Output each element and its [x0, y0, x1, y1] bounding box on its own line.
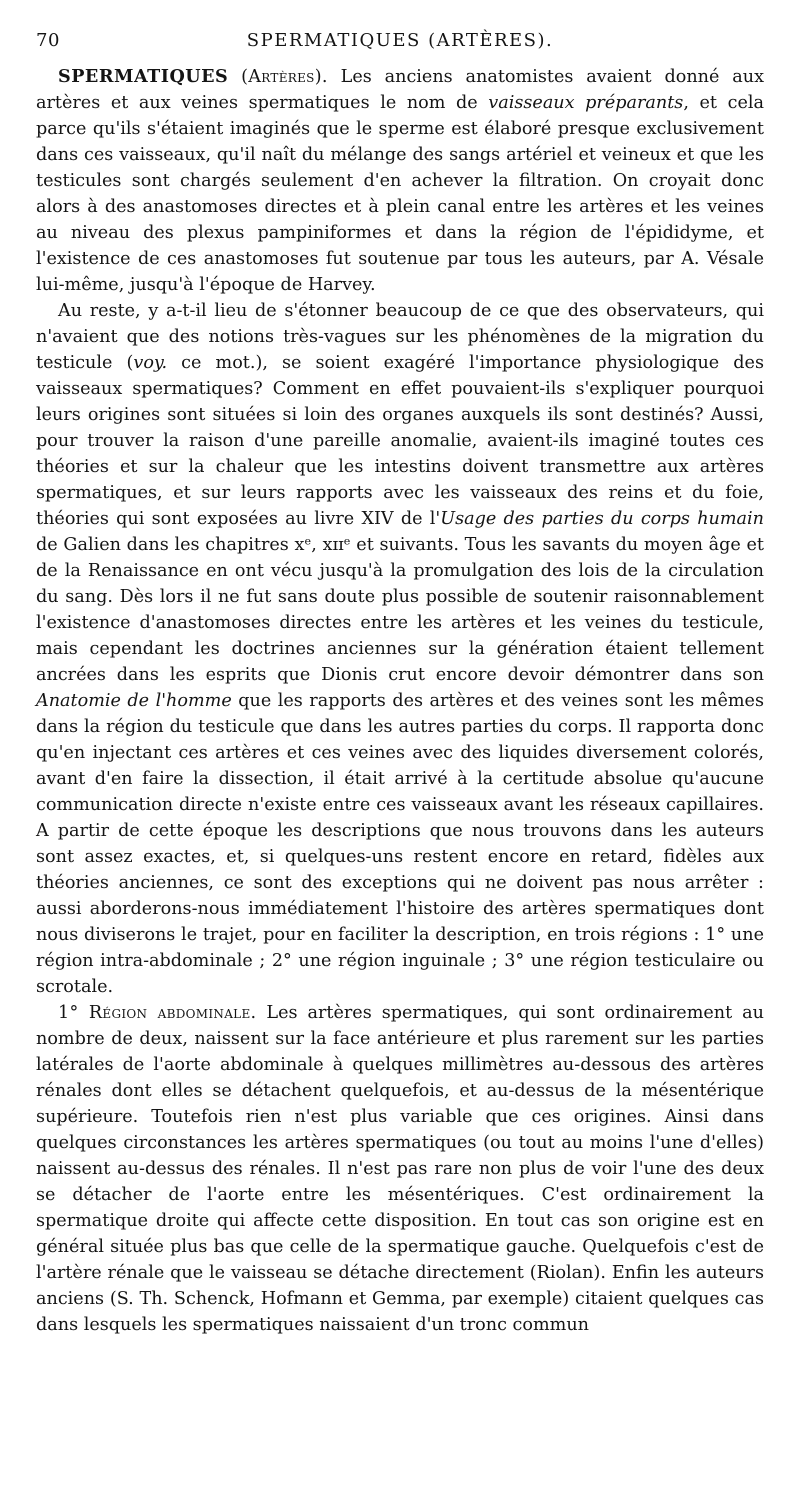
- section-heading: 1° Région abdominale.: [58, 1003, 257, 1023]
- italic-term: vaisseaux préparants: [488, 93, 684, 113]
- paragraph-text: , et cela parce qu'ils s'étaient imaginés que le sperme est élaboré presque exclusivement dans ces vaisseaux, qu'il naît du mélange des sangs artériel et veineux et que les testicules sont chargés seulement d'en achever la filtration. On croyait donc alors à des anastomoses directes et à plein canal entre les artères et les veines au niveau des plexus pampiniformes et dans la région de l'épididyme, et l'existence de ces anastomoses fut soutenue par tous les auteurs, par A. Vésale lui-même, jusqu'à l'époque de Harvey.: [36, 93, 764, 295]
- paragraph-text: de Galien dans les chapitres xᵉ, xɪɪᵉ et suivants. Tous les savants du moyen âge et de la Renaissance en ont vécu jusqu'à la promulgation des lois de la circulation du sang. Dès lors il ne fut sans doute plus possible de soutenir raisonnablement l'existence d'anastomoses directes entre les artères et les veines du testicule, mais cependant les doctrines anciennes sur la génération étaient tellement ancrées dans les esprits que Dionis crut encore devoir démontrer dans son: [36, 535, 764, 685]
- page-header: [36, 30, 764, 56]
- entry-headword-qualifier: (Artères).: [241, 67, 328, 87]
- paragraph-abdominal-region: [36, 1000, 764, 1338]
- paragraph-intro: [36, 64, 764, 298]
- paragraph-text: Les anciens anatomistes avaient donné aux artères et aux veines spermatiques le nom de: [36, 67, 765, 113]
- paragraph-text: que les rapports des artères et des veines sont les mêmes dans la région du testicule que dans les autres parties du corps. Il rapporta donc qu'en injectant ces artères et ces veines avec des liquides diversement colorés, avant d'en faire la dissection, il était arrivé à la certitude absolue qu'aucune communication directe n'existe entre ces vaisseaux avant les réseaux capillaires. A partir de cette époque les descriptions que nous trouvons dans les auteurs sont assez exactes, et, si quelques-uns restent encore en retard, fidèles aux théories anciennes, ce sont des exceptions qui ne doivent pas nous arrêter : aussi aborderons-nous immédiatement l'histoire des artères spermatiques dont nous diviserons le trajet, pour en faciliter la description, en trois régions : 1° une région intra-abdominale ; 2° une région inguinale ; 3° une région testiculaire ou scrotale.: [36, 691, 764, 997]
- body-text: [36, 64, 764, 1338]
- italic-book-title: Anatomie de l'homme: [36, 691, 232, 711]
- paragraph-text: ce mot.), se soient exagéré l'importance physiologique des vaisseaux spermatiques? Comment en effet pouvaient-ils s'expliquer pourquoi leurs origines sont situées si loin des organes auxquels ils sont destinés? Aussi, pour trouver la raison d'une pareille anomalie, avaient-ils imaginé toutes ces théories et sur la chaleur que les intestins doivent transmettre aux artères spermatiques, et sur leurs rapports avec les vaisseaux des reins et du foie, théories qui sont exposées au livre XIV de l': [36, 353, 764, 529]
- running-title: SPERMATIQUES (ARTÈRES).: [246, 30, 554, 51]
- page-number: 70: [36, 30, 60, 51]
- italic-book-title: Usage des parties du corps humain: [440, 509, 764, 529]
- entry-headword: SPERMATIQUES: [58, 66, 229, 87]
- paragraph-history: [36, 298, 764, 1000]
- paragraph-text: Les artères spermatiques, qui sont ordinairement au nombre de deux, naissent sur la face antérieure et plus rarement sur les parties latérales de l'aorte abdominale à quelques millimètres au-dessous des artères rénales dont elles se détachent quelquefois, et au-dessus de la mésentérique supérieure. Toutefois rien n'est plus variable que ces origines. Ainsi dans quelques circonstances les artères spermatiques (ou tout au moins l'une d'elles) naissent au-dessus des rénales. Il n'est pas rare non plus de voir l'une des deux se détacher de l'aorte entre les mésentériques. C'est ordinairement la spermatique droite qui affecte cette disposition. En tout cas son origine est en général située plus bas que celle de la spermatique gauche. Quelquefois c'est de l'artère rénale que le vaisseau se détache directement (Riolan). Enfin les auteurs anciens (S. Th. Schenck, Hofmann et Gemma, par exemple) citaient quelques cas dans lesquels les spermatiques naissaient d'un tronc commun: [36, 1003, 765, 1335]
- italic-term: voy.: [133, 353, 168, 373]
- paragraph-text: Au reste, y a-t-il lieu de s'étonner beaucoup de ce que des observateurs, qui n'avaient que des notions très-vagues sur les phénomènes de la migration du testicule (: [36, 301, 764, 373]
